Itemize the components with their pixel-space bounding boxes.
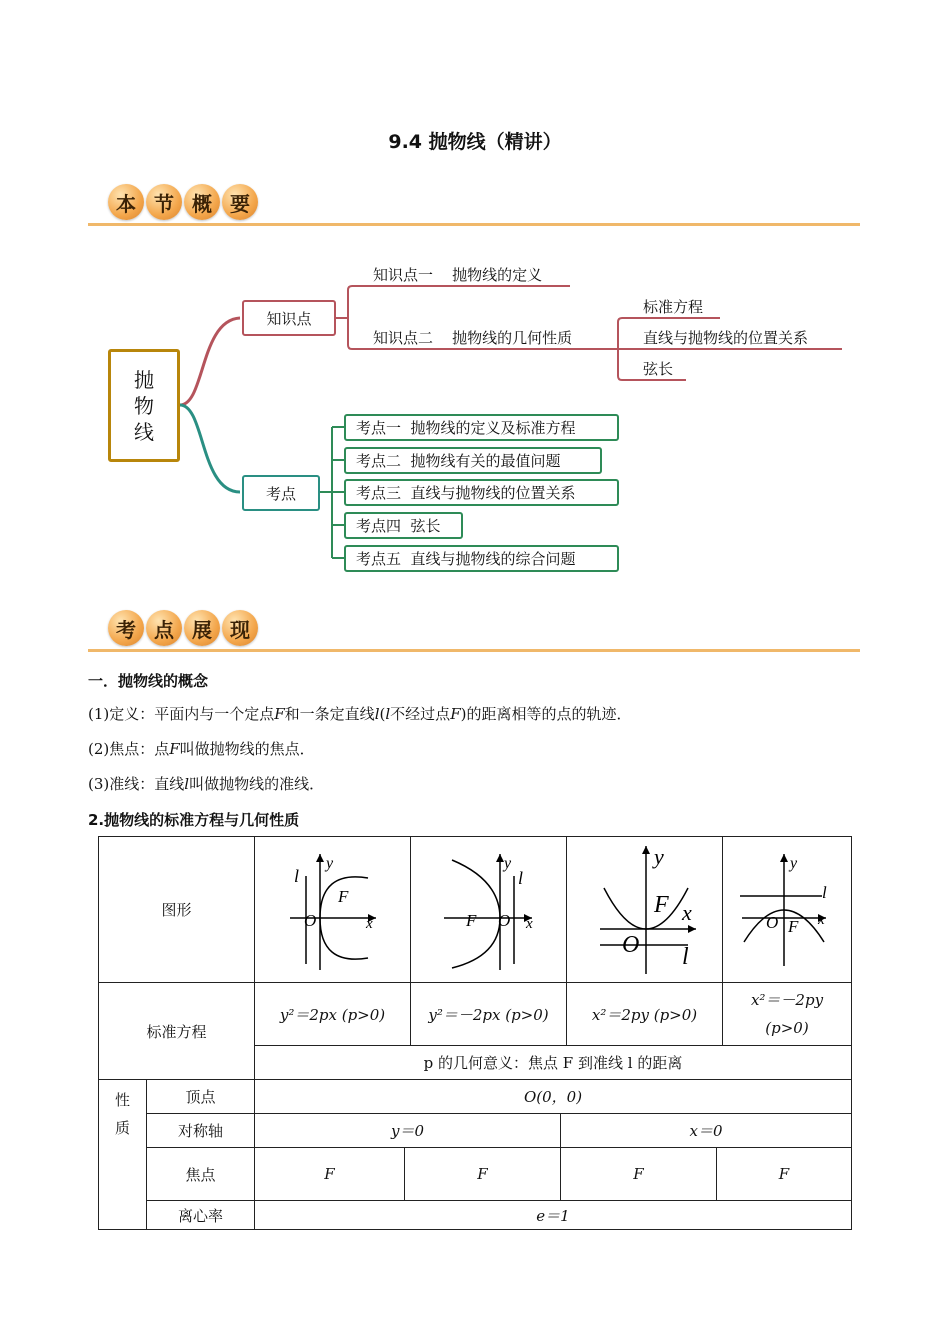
- mindmap-kp1: 知识点一 抛物线的定义: [373, 266, 543, 284]
- vertex-value: O(0，0): [254, 1079, 852, 1114]
- mindmap-exam-item: 考点二 抛物线有关的最值问题: [344, 447, 602, 474]
- mindmap-exam-item: 考点三 直线与抛物线的位置关系: [344, 479, 619, 506]
- mindmap-exam-node: 考点: [242, 475, 320, 511]
- fig-label: y: [325, 854, 333, 872]
- banner-char: 本: [108, 184, 144, 220]
- focus-value: F: [254, 1147, 405, 1201]
- fig-label: x: [818, 911, 825, 928]
- parabola-down-figure: [724, 840, 850, 980]
- banner-rule: [88, 649, 860, 652]
- mindmap-exam-item: 考点四 弦长: [344, 512, 463, 539]
- banner-char: 现: [222, 610, 258, 646]
- banner-char: 点: [146, 610, 182, 646]
- directrix-line: (3)准线：直线l叫做抛物线的准线．: [88, 775, 325, 793]
- figure-cell: [566, 836, 723, 983]
- section-banner-exam: [88, 610, 860, 654]
- banner-char: 考: [108, 610, 144, 646]
- row-label-properties: 性 质: [98, 1079, 147, 1230]
- section-heading: 一．抛物线的概念: [88, 672, 209, 690]
- axis-value: x＝0: [560, 1113, 852, 1148]
- banner-char: 节: [146, 184, 182, 220]
- fig-label: F: [788, 916, 799, 936]
- banner-char: 概: [184, 184, 220, 220]
- page-title: 9.4 抛物线（精讲）: [388, 131, 562, 153]
- mindmap-knowledge-node: 知识点: [242, 300, 336, 336]
- fig-label: y: [653, 843, 664, 869]
- fig-label: F: [465, 910, 476, 930]
- mindmap-kp2: 知识点二 抛物线的几何性质: [373, 329, 573, 347]
- parabola-left-figure: [414, 840, 564, 980]
- definition-line: (1)定义：平面内与一个定点F和一条定直线l(l不经过点F)的距离相等的点的轨迹．: [88, 705, 632, 723]
- fig-label: F: [337, 886, 348, 906]
- banner-char: 展: [184, 610, 220, 646]
- row-label-equation: 标准方程: [98, 982, 255, 1080]
- focus-value: F: [716, 1147, 852, 1201]
- fig-label: l: [293, 865, 299, 886]
- fig-label: y: [790, 854, 798, 872]
- root-char: 抛: [134, 367, 154, 392]
- mindmap-kp2-child: 弦长: [643, 360, 674, 378]
- mindmap-kp2-child: 标准方程: [643, 298, 704, 316]
- fig-label: O: [303, 910, 316, 930]
- figure-cell: [410, 836, 567, 983]
- fig-label: x: [681, 899, 692, 925]
- fig-label: O: [766, 912, 779, 932]
- row-label-focus: 焦点: [146, 1147, 255, 1201]
- equation-cell: x²＝2py (p>0): [566, 982, 723, 1046]
- parabola-right-figure: [258, 840, 408, 980]
- fig-label: l: [517, 867, 523, 888]
- mindmap-exam-item: 考点一 抛物线的定义及标准方程: [344, 414, 619, 441]
- focus-value: F: [404, 1147, 561, 1201]
- parabola-up-figure: [570, 840, 720, 980]
- fig-label: O: [621, 931, 639, 958]
- row-label-figure: 图形: [98, 836, 255, 983]
- equation-cell: x²＝－2py (p>0): [722, 982, 852, 1046]
- fig-label: l: [681, 943, 689, 970]
- mindmap-connectors: [0, 0, 950, 600]
- mindmap-exam-item: 考点五 直线与抛物线的综合问题: [344, 545, 619, 572]
- fig-label: O: [497, 910, 510, 930]
- figure-cell: [254, 836, 411, 983]
- fig-label: x: [525, 915, 533, 932]
- row-label-eccentricity: 离心率: [146, 1200, 255, 1230]
- equation-cell: y²＝2px (p>0): [254, 982, 411, 1046]
- mindmap-root: [108, 349, 180, 462]
- p-meaning-cell: p 的几何意义：焦点 F 到准线 l 的距离: [254, 1045, 852, 1080]
- focus-line: (2)焦点：点F叫做抛物线的焦点．: [88, 740, 315, 758]
- section-heading: 2.抛物线的标准方程与几何性质: [88, 811, 300, 829]
- figure-cell: [722, 836, 852, 983]
- properties-table: [98, 836, 852, 1230]
- fig-label: l: [822, 882, 827, 902]
- mindmap-kp2-child: 直线与抛物线的位置关系: [643, 329, 809, 347]
- fig-label: y: [503, 854, 511, 872]
- focus-value: F: [560, 1147, 717, 1201]
- root-char: 线: [134, 419, 154, 444]
- row-label-vertex: 顶点: [146, 1079, 255, 1114]
- axis-value: y＝0: [254, 1113, 561, 1148]
- equation-cell: y²＝－2px (p>0): [410, 982, 567, 1046]
- fig-label: F: [653, 891, 669, 918]
- fig-label: x: [365, 915, 373, 932]
- row-label-axis: 对称轴: [146, 1113, 255, 1148]
- root-char: 物: [134, 393, 154, 418]
- banner-char: 要: [222, 184, 258, 220]
- eccentricity-value: e＝1: [254, 1200, 852, 1230]
